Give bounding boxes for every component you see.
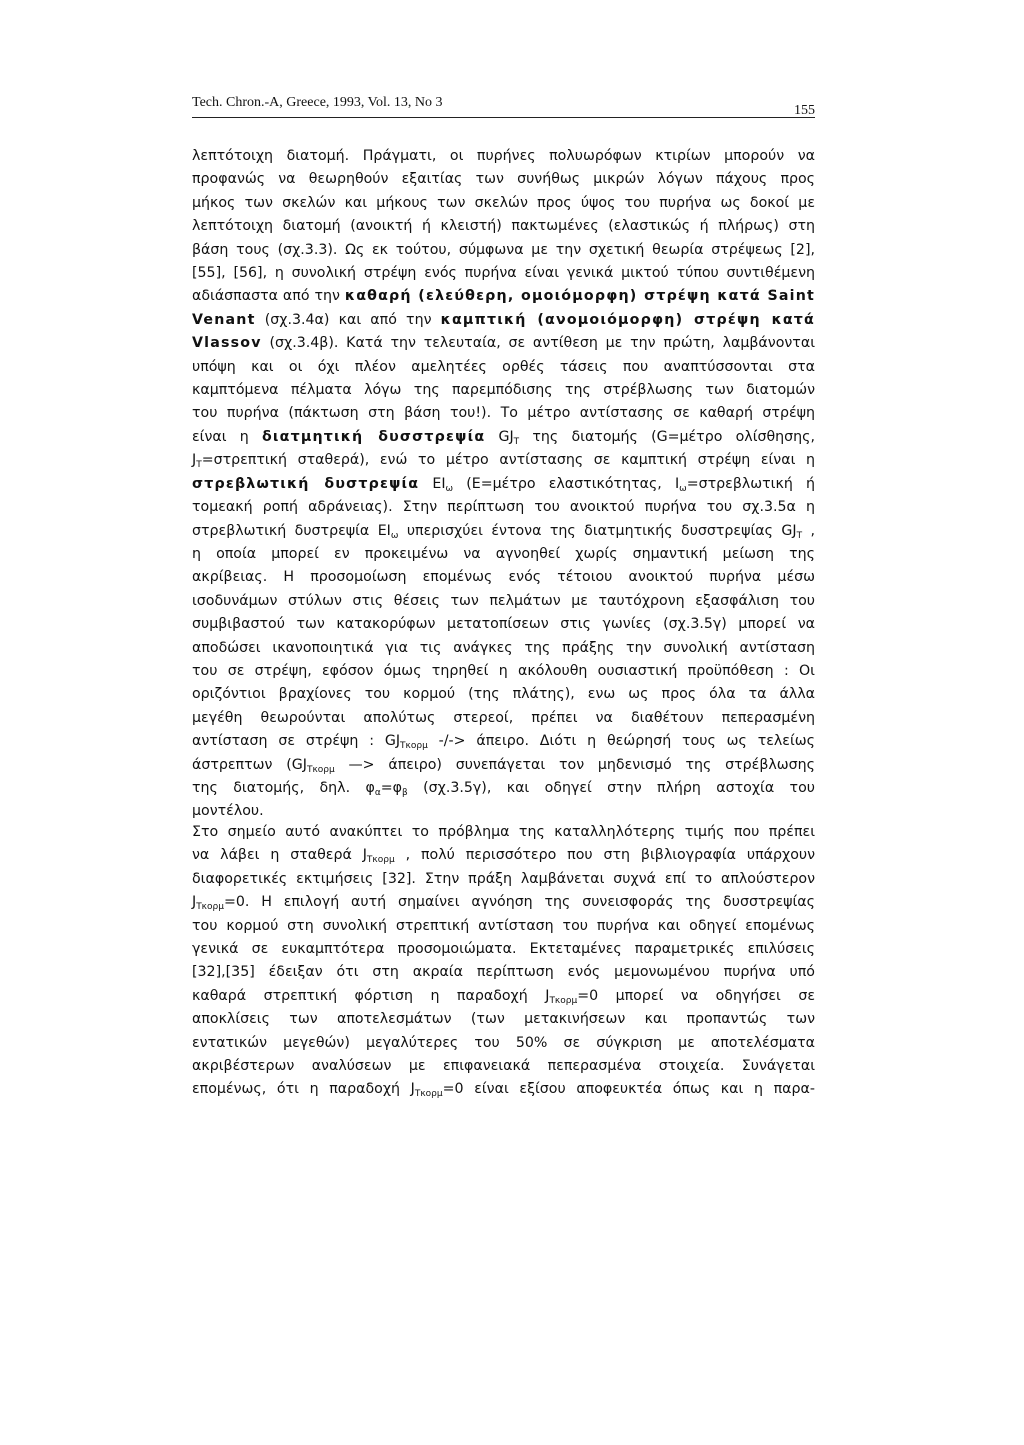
emphasis-term: Venant	[192, 311, 256, 328]
text-line: λεπτότοιχη διατομή (ανοικτή ή κλειστή) πακτωμένες (ελαστικώς ή πλήρως) στη	[192, 218, 815, 235]
subscript: ω	[679, 483, 687, 494]
emphasis-term: καμπτική (ανομοιόμορφη) στρέψη κατά	[440, 311, 815, 328]
text-line: προφανώς να θεωρηθούν εξαιτίας των συνήθως μικρών λόγων πάχους προς	[192, 171, 815, 188]
text-run: αντίσταση σε στρέψη : GJ	[192, 733, 401, 750]
text-line	[192, 891, 815, 914]
text-line: γενικά σε ευκαμπτότερα προσομοιώματα. Εκτεταμένες παραμετρικές επιλύσεις	[192, 941, 815, 958]
subscript: ω	[445, 483, 454, 494]
text-line: ακρίβειας. Η προσομοίωση επομένως ενός τέτοιου ανοικτού πυρήνα μέσω	[192, 569, 815, 586]
subscript: Tκορμ	[549, 995, 578, 1006]
text-line: ισοδυνάμων στύλων στις θέσεις των πελμάτων με ταυτόχρονη εξασφάλιση του	[192, 592, 815, 609]
text-line	[192, 285, 815, 308]
emphasis-term: διατμητική δυσστρεψία	[261, 428, 486, 445]
text-run: στρεβλωτική δυστρεψία EI	[192, 522, 391, 539]
subscript: T	[196, 460, 202, 471]
subscript: α	[374, 787, 381, 798]
emphasis-term: στρεβλωτική δυστρεψία	[192, 475, 420, 492]
text-line	[192, 777, 815, 800]
text-line: οριζόντιοι βραχίονες του κορμού (της πλάτης), ενω ως προς όλα τα άλλα	[192, 686, 815, 703]
text-line: ακριβέστερων αναλύσεων με επιφανειακά πεπερασμένα στοιχεία. Συνάγεται	[192, 1058, 815, 1075]
page-number: 155	[794, 103, 815, 118]
text-run: της διατομής, δηλ. φ	[192, 779, 375, 796]
text-run: καθαρά στρεπτική φόρτιση η παραδοχή J	[192, 987, 550, 1004]
text-line	[192, 985, 815, 1008]
text-line: η οποία μπορεί εν προκειμένω να αγνοηθεί χωρίς σημαντική μείωση της	[192, 545, 815, 562]
text-run: GJ	[485, 428, 514, 445]
subscript: Tκορμ	[196, 902, 224, 913]
text-run: (σχ.3.4α) και από την	[255, 311, 441, 328]
subscript: Tκορμ	[306, 764, 335, 775]
text-line: διαφορετικές εκτιμήσεις [32]. Στην πράξη λαμβάνεται συχνά επί το απλούστερον	[192, 870, 815, 887]
body-paragraph-1	[192, 145, 815, 824]
text-line: τομεακή ροπή αδράνειας). Στην περίπτωση του ανοικτού πυρήνα του σχ.3.5α η	[192, 499, 815, 516]
text-line: εντατικών μεγεθών) μεγαλύτερες του 50% σε σύγκριση με αποτελέσματα	[192, 1034, 815, 1051]
text-run: να λάβει η σταθερά J	[192, 847, 367, 864]
text-line	[192, 754, 815, 777]
text-run: =0. Η επιλογή αυτή σημαίνει αγνόηση της συνεισφοράς της δυσστρεψίας	[223, 894, 815, 911]
text-line: [32],[35] έδειξαν ότι στη ακραία περίπτωση ενός μεμονωμένου πυρήνα υπό	[192, 964, 815, 981]
text-line: συμβιβαστού των κατακορύφων μετατοπίσεων στις γωνίες (σχ.3.5γ) μπορεί να	[192, 616, 815, 633]
journal-citation: Tech. Chron.-A, Greece, 1993, Vol. 13, No 3	[192, 95, 443, 110]
text-line	[192, 844, 815, 867]
subscript: Tκορμ	[414, 1089, 443, 1100]
text-run: (σχ.3.4β). Κατά την τελευταία, σε αντίθεση με την πρώτη, λαμβάνονται	[261, 335, 815, 352]
text-line: καμπτόμενα πέλματα λόγω της παρεμπόδισης της στρέβλωσης των διατομών	[192, 382, 815, 399]
text-line: μοντέλου.	[192, 803, 264, 820]
text-line	[192, 332, 815, 355]
text-line: του κορμού στη συνολική στρεπτική αντίσταση του πυρήνα και οδηγεί επομένως	[192, 917, 815, 934]
text-run: =φ	[380, 779, 402, 796]
text-run: =στρεβλωτική ή	[686, 475, 816, 492]
emphasis-term: Vlassov	[192, 335, 262, 352]
text-line	[192, 309, 815, 332]
text-line: μεγέθη θεωρούνται απολύτως στερεοί, πρέπει να διαθέτουν πεπερασμένη	[192, 709, 815, 726]
text-line: βάση τους (σχ.3.3). Ως εκ τούτου, σύμφωνα με την σχετική θεωρία στρέψεως [2],	[192, 241, 815, 258]
text-run: J	[192, 894, 197, 911]
text-run: -/-> άπειρο. Διότι η θεώρησή τους ως τελείως	[427, 733, 815, 750]
text-line	[192, 449, 815, 472]
text-run: (E=μέτρο ελαστικότητας, I	[453, 475, 680, 492]
text-run: =0 είναι εξίσου αποφευκτέα όπως και η παρα-	[442, 1081, 816, 1098]
text-line: λεπτότοιχη διατομή. Πράγματι, οι πυρήνες πολυωρόφων κτιρίων μπορούν να	[192, 148, 815, 164]
text-run: =στρεπτική σταθερά), ενώ το μέτρο αντίστασης σε καμπτική στρέψη είναι η	[201, 452, 815, 469]
body-paragraph-2	[192, 821, 815, 1102]
subscript: Tκορμ	[366, 855, 395, 866]
text-run: αδιάσπαστα από την	[192, 288, 345, 305]
text-line	[192, 426, 815, 449]
text-line	[192, 520, 815, 543]
running-header	[192, 95, 815, 118]
text-run: (σχ.3.5γ), και οδηγεί στην πλήρη αστοχία του	[407, 779, 815, 796]
subscript: T	[796, 530, 803, 541]
subscript: T	[513, 436, 520, 447]
text-line	[192, 473, 815, 496]
text-run: υπερισχύει έντονα της διατμητικής δυσστρεψίας GJ	[398, 522, 797, 539]
text-run: J	[192, 452, 197, 469]
text-line	[192, 1078, 815, 1101]
text-run: της διατομής (G=μέτρο ολίσθησης,	[519, 428, 815, 445]
text-line: αποδώσει ικανοποιητικά για τις ανάγκες της πράξης την συνολική αντίσταση	[192, 639, 815, 656]
text-run: ,	[802, 522, 816, 539]
text-line: [55], [56], η συνολική στρέψη ενός πυρήνα είναι γενικά μικτού τύπου συντιθέμενη	[192, 265, 815, 282]
text-run: EI	[419, 475, 446, 492]
subscript: Tκορμ	[400, 741, 428, 752]
text-line: του σε στρέψη, εφόσον όμως τηρηθεί η ακόλουθη ουσιαστική προϋπόθεση : Οι	[192, 662, 815, 679]
text-line: υπόψη και οι όχι πλέον αμελητέες ορθές τάσεις που αναπτύσσονται στα	[192, 358, 815, 375]
subscript: β	[402, 787, 408, 798]
subscript: ω	[390, 530, 399, 541]
text-line: Στο σημείο αυτό ανακύπτει το πρόβλημα της καταλληλότερης τιμής που πρέπει	[192, 824, 815, 840]
text-line: αποκλίσεις των αποτελεσμάτων (των μετακινήσεων και προπαντώς των	[192, 1011, 815, 1028]
text-run: άστρεπτων (GJ	[192, 756, 307, 773]
text-run: , πολύ περισσότερο που στη βιβλιογραφία υπάρχουν	[394, 847, 816, 864]
emphasis-term: καθαρή (ελεύθερη, ομοιόμορφη) στρέψη κατά Saint	[344, 288, 815, 305]
text-line: του πυρήνα (πάκτωση στη βάση του!). Το μέτρο αντίστασης σε καθαρή στρέψη	[192, 405, 815, 422]
text-run: —> άπειρο) συνεπάγεται τον μηδενισμό της στρέβλωσης	[334, 756, 815, 773]
text-run: =0 μπορεί να οδηγήσει σε	[577, 987, 815, 1004]
text-run: είναι η	[192, 428, 262, 445]
text-run: επομένως, ότι η παραδοχή J	[192, 1081, 415, 1098]
text-line: μήκος των σκελών και μήκους των σκελών προς ύψος του πυρήνα ως δοκοί με	[192, 194, 815, 211]
text-line	[192, 730, 815, 753]
